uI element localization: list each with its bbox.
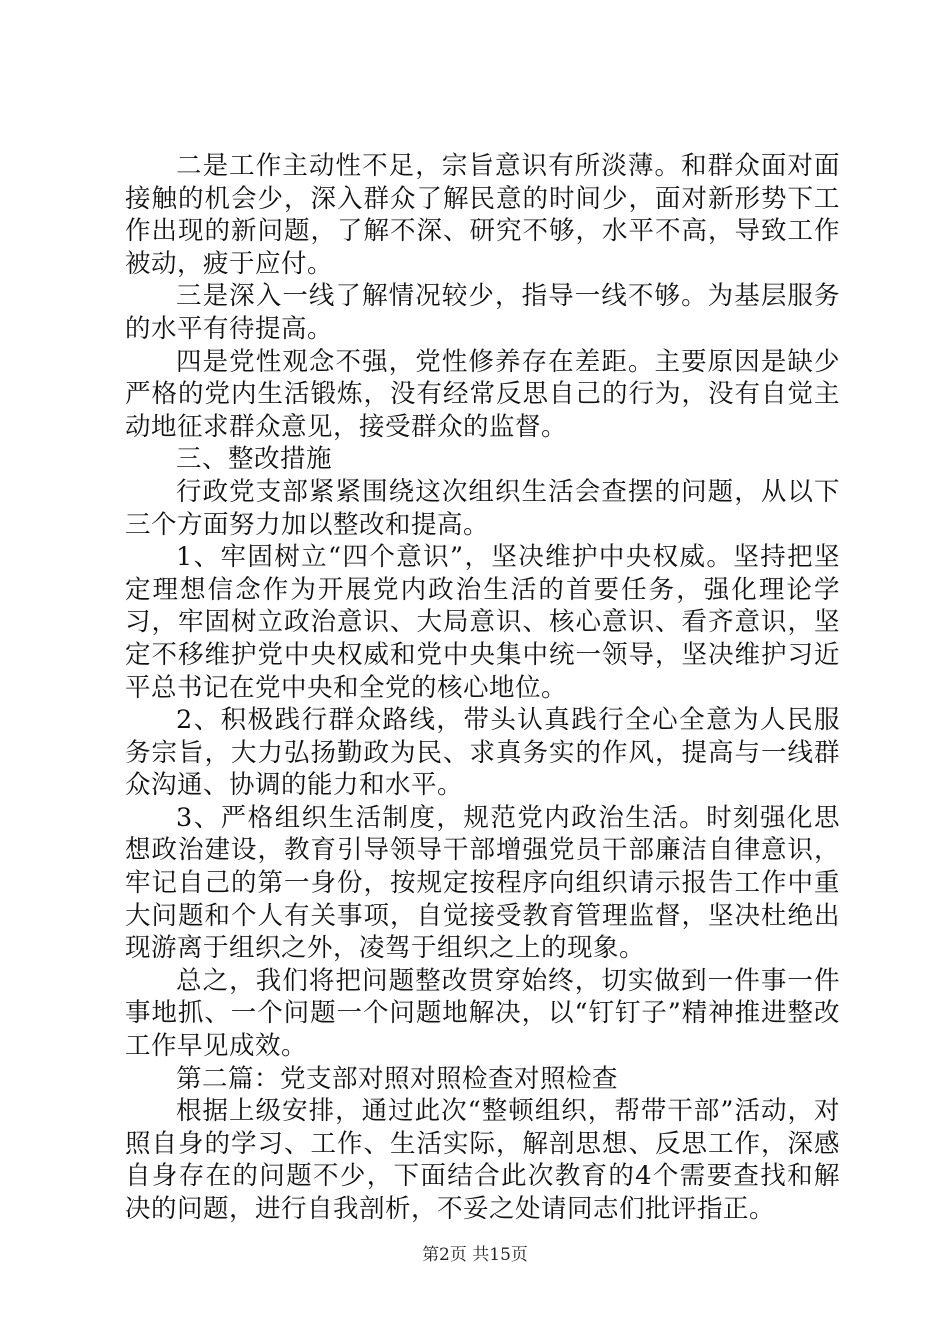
paragraph-problem-2: 二是工作主动性不足，宗旨意识有所淡薄。和群众面对面接触的机会少，深入群众了解民意的时间少，面对新形势下工作出现的新问题，了解不深、研究不够，水平不高，导致工作被动，疲于应付。	[125, 151, 840, 279]
paragraph-problem-4: 四是党性观念不强，党性修养存在差距。主要原因是缺少严格的党内生活锻炼，没有经常反思自己的行为，没有自觉主动地征求群众意见，接受群众的监督。	[125, 346, 840, 442]
chapter-heading-second: 第二篇：党支部对照对照检查对照检查	[176, 1063, 619, 1094]
paragraph-measure-1: 1、牢固树立“四个意识”，坚决维护中央权威。坚持把坚定理想信念作为开展党内政治生活的首要任务，强化理论学习，牢固树立政治意识、大局意识、核心意识、看齐意识，坚定不移维护党中央权威和党中央集中统一领导，坚决维护习近平总书记在党中央和全党的核心地位。	[125, 542, 840, 703]
paragraph-conclusion: 总之，我们将把问题整改贯穿始终，切实做到一件事一件事地抓、一个问题一个问题地解决，以“钉钉子”精神推进整改工作早见成效。	[125, 965, 840, 1062]
paragraph-rectification-intro: 行政党支部紧紧围绕这次组织生活会查摆的问题，从以下三个方面努力加以整改和提高。	[125, 476, 840, 540]
section-heading-rectification: 三、整改措施	[176, 444, 333, 475]
paragraph-problem-3: 三是深入一线了解情况较少，指导一线不够。为基层服务的水平有待提高。	[125, 281, 840, 344]
paragraph-measure-3: 3、严格组织生活制度，规范党内政治生活。时刻强化思想政治建设，教育引导领导干部增强党员干部廉洁自律意识，牢记自己的第一身份，按规定按程序向组织请示报告工作中重大问题和个人有关事项，自觉接受教育管理监督，坚决杜绝出现游离于组织之外，凌驾于组织之上的现象。	[125, 802, 840, 964]
paragraph-second-intro: 根据上级安排，通过此次“整顿组织，帮带干部”活动，对照自身的学习、工作、生活实际，解剖思想、反思工作，深感自身存在的问题不少，下面结合此次教育的4个需要查找和解决的问题，进行自我剖析，不妥之处请同志们批评指正。	[125, 1096, 840, 1224]
paragraph-measure-2: 2、积极践行群众路线，带头认真践行全心全意为人民服务宗旨，大力弘扬勤政为民、求真务实的作风，提高与一线群众沟通、协调的能力和水平。	[125, 705, 840, 801]
document-body	[125, 150, 840, 1226]
page-footer: 第2页 共15页	[422, 1245, 528, 1265]
